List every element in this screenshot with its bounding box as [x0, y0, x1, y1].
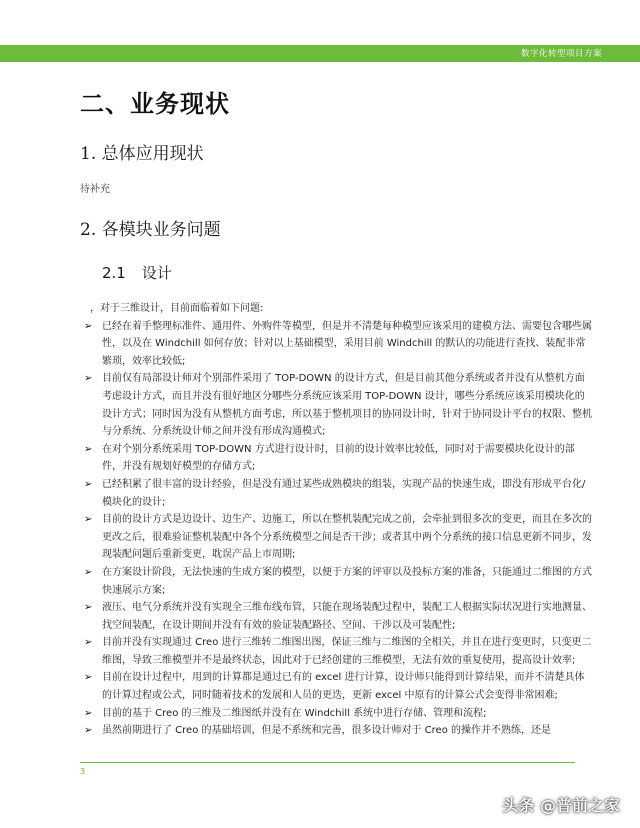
bullet-arrow-icon: ➢ — [84, 602, 93, 614]
subsection-number: 2.1 — [102, 264, 126, 282]
bullet-arrow-icon: ➢ — [84, 478, 93, 490]
list-item-text: 目前的基于 Creo 的三维及二维图纸并没有在 Windchill 系统中进行存储、管理和流程; — [102, 707, 487, 719]
source-watermark: 头条 @普前之家 — [502, 796, 620, 815]
bullet-arrow-icon: ➢ — [84, 320, 93, 332]
bullet-arrow-icon: ➢ — [84, 566, 93, 578]
page-number: 3 — [80, 767, 86, 776]
list-item-text: 在方案设计阶段，无法快速的生成方案的模型，以便于方案的评审以及投标方案的准备，只能通过二维图的方式快速展示方案; — [102, 566, 592, 596]
list-item — [82, 318, 592, 371]
list-item-text: 目前仅有局部设计师对个别部件采用了 TOP-DOWN 的设计方式，但是目前其他分系统或者并没有从整机方面考虑设计方式，而且并没有很好地区分哪些分系统应该采用 TOP-DOWN 设计，哪些分系统应该采用模块化的设计方式；同时因为没有从整机方面考虑，所以基于整机项目的协同设计时，针对于协同设计平台的权限、整机与分系统、分系统设计师之间并没有形成沟通模式; — [102, 373, 592, 438]
list-item — [82, 634, 592, 669]
list-item-text: 虽然前期进行了 Creo 的基础培训，但是不系统和完善，很多设计师对于 Creo 的操作并不熟练，还是 — [102, 725, 552, 737]
header-band — [0, 45, 640, 62]
bullet-arrow-icon: ➢ — [84, 725, 93, 737]
subsection-heading-design — [102, 262, 172, 283]
list-item-text: 液压、电气分系统并没有实现全三维布线布管，只能在现场装配过程中，装配工人根据实际状况进行实地测量、找空间装配，在设计期间并没有有效的验证装配路径、空间、干涉以及可装配性; — [102, 602, 592, 631]
list-item — [82, 564, 592, 599]
list-item-text: 目前并没有实现通过 Creo 进行三维转二维图出图，保证三维与二维图的全相关，并且在进行变更时，只变更二维图，导致三维模型并不是最终状态，因此对于已经创建的三维模型，无法有效的重复使用，提高设计效率; — [102, 637, 592, 666]
bullet-arrow-icon: ➢ — [84, 373, 93, 385]
list-item — [82, 705, 592, 723]
section-heading-modules: 2. 各模块业务问题 — [80, 220, 221, 240]
section-heading-overall: 1. 总体应用现状 — [80, 144, 204, 164]
list-item-text: 在对个别分系统采用 TOP-DOWN 方式进行设计时，目前的设计效率比较低，同时对于需要模块化设计的部件，并没有规划好模型的存储方式; — [102, 443, 575, 473]
list-item-text: 目前的设计方式是边设计、边生产、边施工，所以在整机装配完成之前，会牵扯到很多次的变更，而且在多次的更改之后，很难验证整机装配中各个分系统模型之间是否干涉；或者其中两个分系统的接口信息更新不同步，发现装配问题后重新变更，耽误产品上市周期; — [102, 514, 592, 561]
header-band-text: 数字化转型项目方案 — [520, 49, 602, 59]
list-item — [82, 669, 592, 704]
bullet-arrow-icon: ➢ — [84, 707, 93, 719]
body-content — [82, 300, 592, 740]
problem-list — [82, 318, 592, 740]
list-item — [82, 511, 592, 564]
bullet-arrow-icon: ➢ — [84, 514, 93, 526]
intro-paragraph: ，对于三维设计，目前面临着如下问题: — [90, 303, 264, 314]
section-body-placeholder: 待补充 — [80, 184, 110, 195]
chapter-heading: 二、业务现状 — [80, 90, 230, 118]
bullet-arrow-icon: ➢ — [84, 443, 93, 455]
list-item-text: 已经积累了很丰富的设计经验，但是没有通过某些成熟模块的组装，实现产品的快速生成，即没有形成平台化/模块化的设计; — [102, 478, 586, 508]
footer-rule — [80, 762, 575, 763]
list-item — [82, 370, 592, 440]
subsection-title: 设计 — [141, 264, 172, 282]
list-item — [82, 476, 592, 511]
list-item — [82, 722, 592, 740]
list-item — [82, 599, 592, 634]
bullet-arrow-icon: ➢ — [84, 672, 93, 684]
list-item-text: 已经在着手整理标准件、通用件、外购件等模型，但是并不清楚每种模型应该采用的建模方法、需要包含哪些属性，以及在 Windchill 如何存放；针对以上基础模型，采用目前 Windchill 的默认的功能进行查找、装配非常繁琐，效率比较低; — [102, 320, 592, 367]
list-item-text: 目前在设计过程中，用到的计算都是通过已有的 excel 进行计算，设计师只能得到计算结果，而并不清楚具体的计算过程或公式，同时随着技术的发展和人员的更迭，更新 excel 中原有的计算公式会变得非常困难; — [102, 672, 585, 702]
bullet-arrow-icon: ➢ — [84, 637, 93, 649]
list-item — [82, 441, 592, 476]
